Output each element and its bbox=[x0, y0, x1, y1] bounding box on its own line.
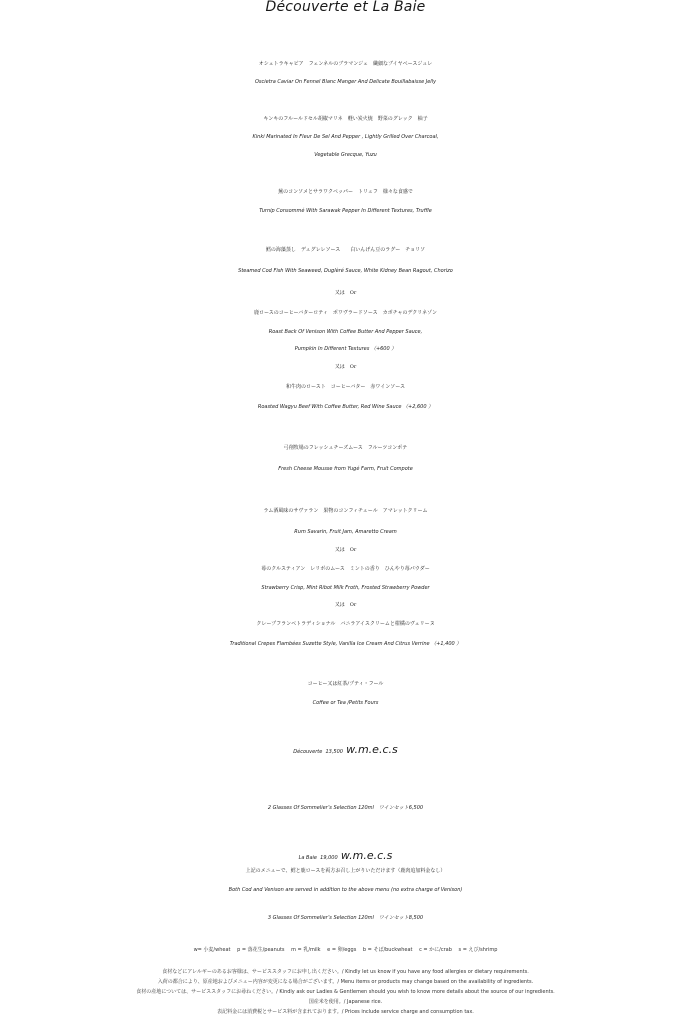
course-11-japanese: コーヒー又は紅茶/プティ・フール bbox=[307, 681, 384, 687]
wine-pairing-3-glasses: 3 Glasses Of Sommelier’s Selection 120ml ワインセット8,500 bbox=[267, 915, 424, 921]
decouverte-price-line bbox=[0, 744, 691, 755]
course-1-english: Oscietra Caviar On Fennel Blanc Manger And Delicate Bouillabaisse Jelly bbox=[254, 79, 437, 85]
labaie-allergen-codes: w.m.e.c.s bbox=[340, 849, 393, 862]
or-divider: 又は Or bbox=[334, 364, 357, 370]
course-5-japanese: 鹿ロースのコーヒーバターロティ ポワヴラードソース カボチャのデクリネゾン bbox=[253, 310, 438, 316]
course-8-japanese: ラム酒風味のサヴァラン 果物のコンフィチュール アマレットクリーム bbox=[263, 508, 428, 514]
course-3-english: Turnip Consommé With Sarawak Pepper In Different Textures, Truffle bbox=[259, 208, 432, 214]
course-6-english: Roasted Wagyu Beef With Coffee Butter, Red Wine Sauce （+2,600 ） bbox=[257, 404, 434, 410]
course-7-english: Fresh Cheese Mousse from Yugé Farm, Fruit Compote bbox=[278, 466, 413, 472]
course-4-japanese: 鱈の海藻蒸し デュグレレソース 白いんげん豆のラグー チョリソ bbox=[265, 247, 426, 253]
footnote-rice: 国産米を使用。/ Japanese rice. bbox=[308, 999, 383, 1005]
course-2-japanese: キンキのフルールドセル胡椒マリネ 軽い炭火焼 野菜のグレック 柚子 bbox=[263, 116, 428, 122]
labaie-note-english: Both Cod and Venison are served in addition to the above menu (no extra charge of Venison) bbox=[228, 887, 463, 893]
course-4-english: Steamed Cod Fish With Seaweed, Duglèré Sauce, White Kidney Bean Ragout, Chorizo bbox=[238, 268, 453, 274]
course-5-english-line1: Roast Back Of Venison With Coffee Butter And Pepper Sauce, bbox=[268, 329, 423, 335]
course-10-japanese: クレープフランベトラディショナル バニラアイスクリームと柑橘のヴェリーヌ bbox=[256, 621, 435, 627]
course-8-english: Rum Savarin, Fruit Jam, Amaretto Cream bbox=[294, 529, 397, 535]
course-2-english-line2: Vegetable Grecque, Yuzu bbox=[314, 152, 377, 158]
wine-pairing-2-glasses: 2 Glasses Of Sommelier’s Selection 120ml ワインセット6,500 bbox=[267, 805, 424, 811]
course-9-english: Strawberry Crisp, Mint Ribot Milk Froth, Frosted Strawberry Powder bbox=[261, 585, 430, 591]
decouverte-name: Découverte bbox=[293, 749, 323, 755]
allergen-legend: w= 小麦/wheat p = 落花生/peanuts m = 乳/milk e = 卵/eggs b = そば/buckwheat c = かに/crab s = えび/shrimp bbox=[193, 947, 498, 953]
course-9-japanese: 苺のクルスティアン レリボのムース ミントの香り ひんやり苺パウダー bbox=[261, 566, 430, 572]
course-1-japanese: オシェトラキャビア フェンネルのブラマンジェ 繊細なブイヤベースジュレ bbox=[258, 61, 433, 67]
footnote-allergy: 食材などにアレルギーのあるお客様は、サービススタッフにお申し出ください。/ Kindly let us know if you have any food allergies or dietary requirements. bbox=[162, 969, 529, 975]
labaie-price: 19,000 bbox=[320, 855, 338, 861]
footnote-availability: 入荷の都合により、原産地およびメニュー内容が変更になる場合がございます。/ Menu items or products may change based on the availability of ingredients. bbox=[157, 979, 534, 985]
course-6-japanese: 和牛肉のロースト コーヒーバター 赤ワインソース bbox=[286, 384, 405, 390]
course-5-english-line2: Pumpkin In Different Textures （+600 ） bbox=[294, 346, 397, 352]
or-divider: 又は Or bbox=[334, 290, 357, 296]
footnote-prices: 表記料金には消費税とサービス料が含まれております。/ Prices include service charge and consumption tax. bbox=[217, 1009, 474, 1015]
labaie-name: La Baie bbox=[298, 855, 317, 861]
or-divider: 又は Or bbox=[334, 547, 357, 553]
or-divider: 又は Or bbox=[334, 602, 357, 608]
course-7-japanese: 弓削牧場のフレッシュチーズムース フルーツコンポテ bbox=[283, 445, 408, 451]
course-2-english-line1: Kinki Marinated In Fleur De Sel And Pepper , Lightly Grilled Over Charcoal, bbox=[252, 134, 439, 140]
decouverte-allergen-codes: w.m.e.c.s bbox=[346, 743, 398, 756]
footnote-sourcing: 食材の産地については、サービススタッフにお尋ねください。/ Kindly ask our Ladies & Gentlemen should you wish to know more details about the source of our ingredients. bbox=[136, 989, 555, 995]
course-10-english: Traditional Crepes Flambées Suzette Style, Vanilla Ice Cream And Citrus Verrine （+1,400 ） bbox=[229, 641, 462, 647]
decouverte-price: 13,500 bbox=[325, 749, 343, 755]
labaie-price-line bbox=[0, 850, 691, 861]
course-3-japanese: 蕪のコンソメとサラワクペッパー トリュフ 様々な食感で bbox=[278, 189, 413, 195]
menu-title: Découverte et La Baie bbox=[265, 0, 426, 15]
course-11-english: Coffee or Tea /Petits Fours bbox=[312, 700, 379, 706]
labaie-note-japanese: 上記のメニューで、鱈と鹿ロースを両方お召し上がりいただけます（鹿肉追加料金なし） bbox=[245, 868, 446, 874]
